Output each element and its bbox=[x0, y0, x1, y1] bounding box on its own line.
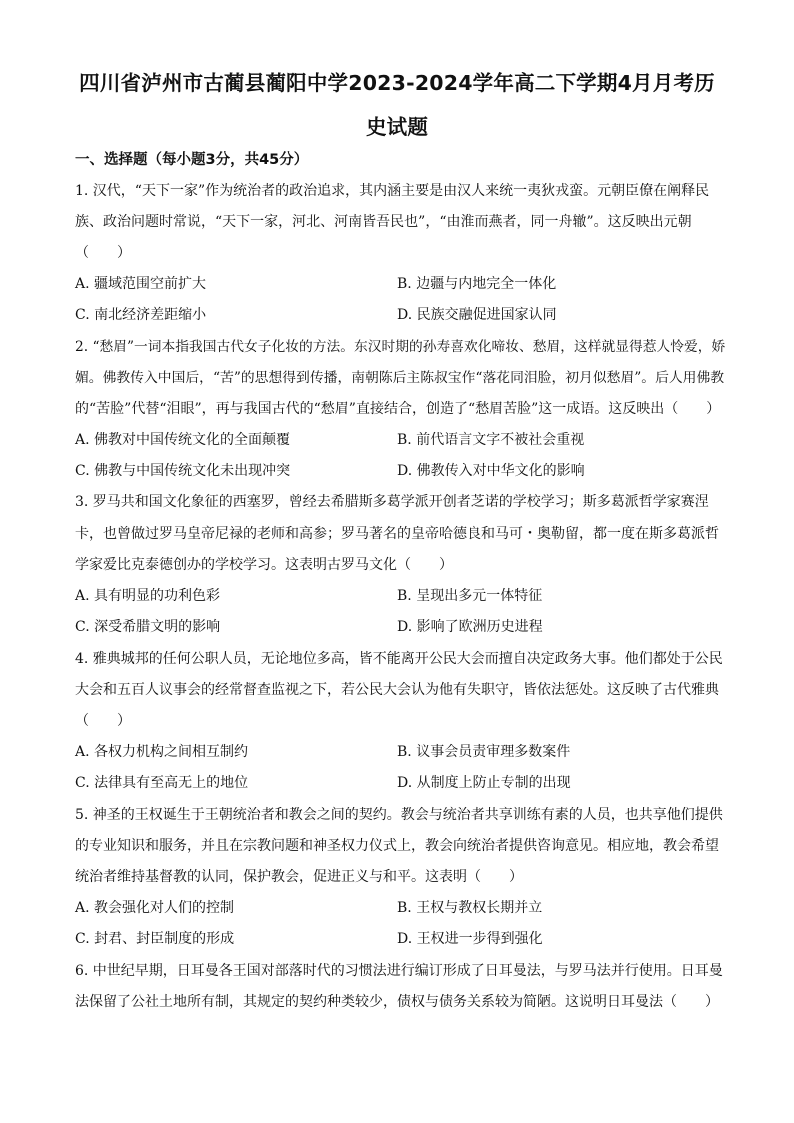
question-3-line-2: 卡，也曾做过罗马皇帝尼禄的老师和高参；罗马著名的皇帝哈德良和马可・奥勒留，都一度在斯多葛派哲 bbox=[75, 526, 719, 542]
question-4-option-a: A. 各权力机构之间相互制约 bbox=[75, 744, 249, 760]
question-5-line-1: 5. 神圣的王权诞生于王朝统治者和教会之间的契约。教会与统治者共享训练有素的人员，也共享他们提供 bbox=[75, 807, 723, 823]
question-4-option-d: D. 从制度上防止专制的出现 bbox=[397, 775, 571, 791]
exam-title-line1: 四川省泸州市古蔺县蔺阳中学2023-2024学年高二下学期4月月考历 bbox=[79, 71, 715, 95]
question-2-option-a: A. 佛教对中国传统文化的全面颠覆 bbox=[75, 432, 291, 448]
question-2-line-2: 媚。佛教传入中国后，“苦”的思想得到传播，南朝陈后主陈叔宝作“落花同泪脸，初月似愁眉”。后人用佛教 bbox=[75, 370, 725, 386]
question-1-option-a: A. 疆域范围空前扩大 bbox=[75, 276, 207, 292]
question-3-option-b: B. 呈现出多元一体特征 bbox=[397, 588, 543, 604]
question-6-line-1: 6. 中世纪早期，日耳曼各王国对部落时代的习惯法进行编订形成了日耳曼法，与罗马法并行使用。日耳曼 bbox=[75, 963, 723, 979]
question-5-option-d: D. 王权进一步得到强化 bbox=[397, 931, 543, 947]
question-3-option-c: C. 深受希腊文明的影响 bbox=[75, 619, 221, 635]
question-2-option-c: C. 佛教与中国传统文化未出现冲突 bbox=[75, 463, 291, 479]
question-5-option-c: C. 封君、封臣制度的形成 bbox=[75, 931, 235, 947]
question-5-line-2: 的专业知识和服务，并且在宗教问题和神圣权力仪式上，教会向统治者提供咨询意见。相应地，教会希望 bbox=[75, 838, 719, 854]
section-heading: 一、选择题（每小题3分，共45分） bbox=[75, 152, 309, 168]
question-6-line-2: 法保留了公社土地所有制，其规定的契约种类较少，债权与债务关系较为简陋。这说明日耳曼法（ ） bbox=[75, 994, 719, 1010]
question-1-option-d: D. 民族交融促进国家认同 bbox=[397, 307, 557, 323]
question-2-option-b: B. 前代语言文字不被社会重视 bbox=[397, 432, 585, 448]
question-4-line-3: （ ） bbox=[75, 713, 131, 729]
question-2-line-3: 的“苦脸”代替“泪眼”，再与我国古代的“愁眉”直接结合，创造了“愁眉苦脸”这一成语。这反映出（ ） bbox=[75, 401, 721, 417]
question-3-line-3: 学家爱比克泰德创办的学校学习。这表明古罗马文化（ ） bbox=[75, 557, 453, 573]
question-3-option-d: D. 影响了欧洲历史进程 bbox=[397, 619, 543, 635]
question-1-line-3: （ ） bbox=[75, 245, 131, 261]
question-4-line-2: 大会和五百人议事会的经常督查监视之下，若公民大会认为他有失职守，皆依法惩处。这反映了古代雅典 bbox=[75, 682, 719, 698]
question-1-option-b: B. 边疆与内地完全一体化 bbox=[397, 276, 557, 292]
question-3-line-1: 3. 罗马共和国文化象征的西塞罗，曾经去希腊斯多葛学派开创者芝诺的学校学习；斯多葛派哲学家赛涅 bbox=[75, 494, 709, 510]
question-5-option-b: B. 王权与教权长期并立 bbox=[397, 900, 543, 916]
question-1-line-2: 族、政治问题时常说，“天下一家，河北、河南皆吾民也”，“由淮而燕者，同一舟辙”。这反映出元朝 bbox=[75, 214, 692, 230]
question-5-line-3: 统治者维持基督教的认同，保护教会，促进正义与和平。这表明（ ） bbox=[75, 869, 523, 885]
question-3-option-a: A. 具有明显的功利色彩 bbox=[75, 588, 221, 604]
question-1-line-1: 1. 汉代，“天下一家”作为统治者的政治追求，其内涵主要是由汉人来统一夷狄戎蛮。元朝臣僚在阐释民 bbox=[75, 183, 710, 199]
question-2-line-1: 2. “愁眉”一词本指我国古代女子化妆的方法。东汉时期的孙寿喜欢化啼妆、愁眉，这样就显得惹人怜爱，娇 bbox=[75, 339, 726, 355]
question-5-option-a: A. 教会强化对人们的控制 bbox=[75, 900, 235, 916]
question-2-option-d: D. 佛教传入对中华文化的影响 bbox=[397, 463, 585, 479]
question-4-option-c: C. 法律具有至高无上的地位 bbox=[75, 775, 249, 791]
exam-title-line2: 史试题 bbox=[365, 115, 429, 139]
question-4-option-b: B. 议事会员责审理多数案件 bbox=[397, 744, 571, 760]
question-4-line-1: 4. 雅典城邦的任何公职人员，无论地位多高，皆不能离开公民大会而擅自决定政务大事。他们都处于公民 bbox=[75, 651, 723, 667]
question-1-option-c: C. 南北经济差距缩小 bbox=[75, 307, 207, 323]
